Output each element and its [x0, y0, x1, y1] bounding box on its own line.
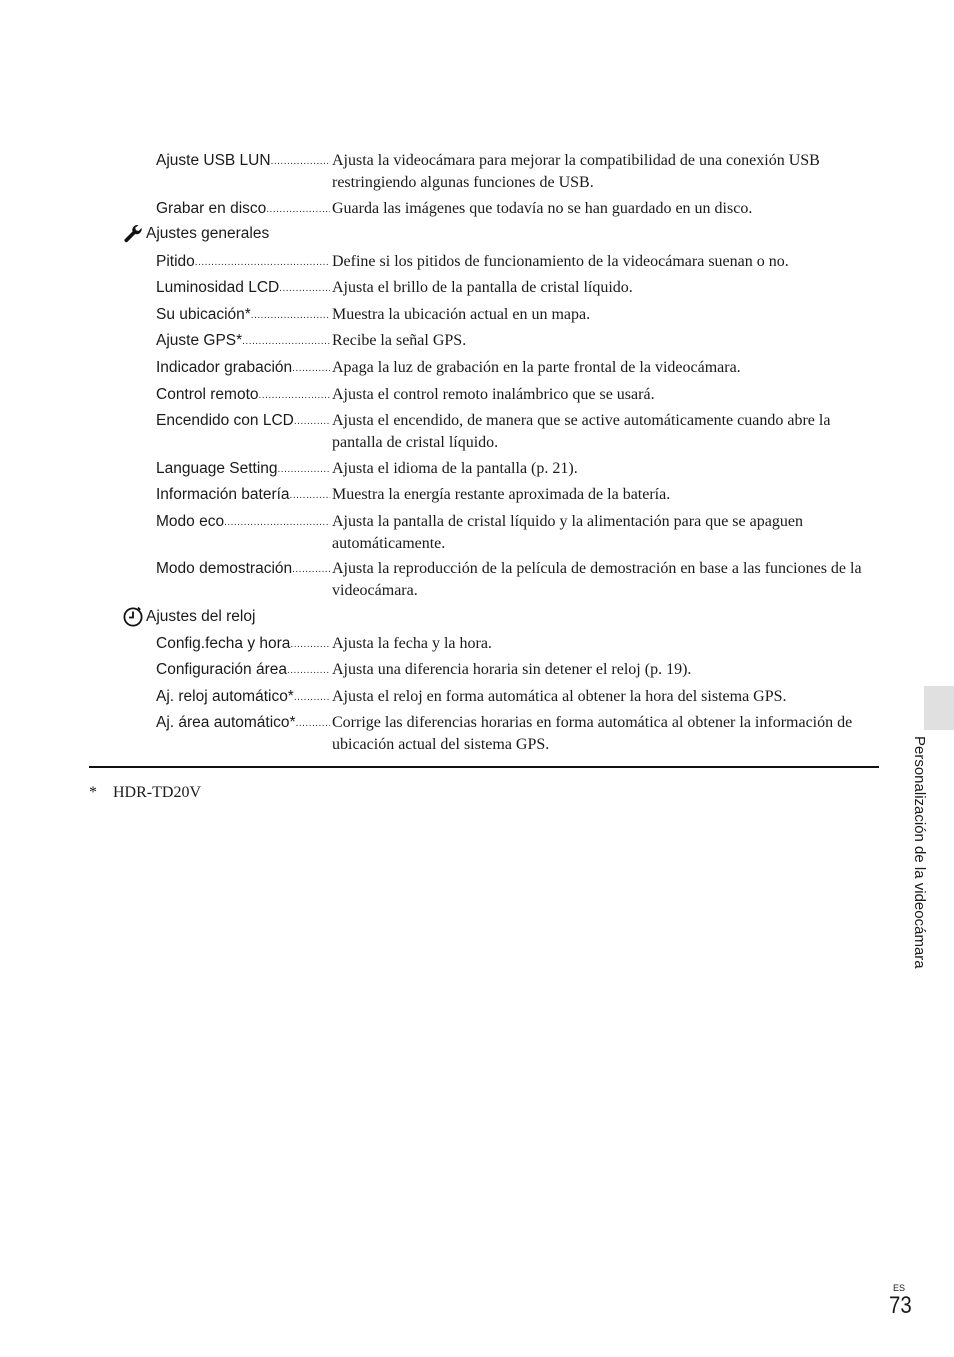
term-label: Aj. reloj automático* ..... — [156, 686, 330, 708]
section-heading-clock — [122, 606, 255, 628]
footnote-marker: * — [89, 784, 97, 801]
term-description: Ajusta el idioma de la pantalla (p. 21). — [332, 460, 578, 477]
chapter-label: Personalización de la videocámara — [911, 736, 928, 969]
term-description: Ajusta el control remoto inalámbrico que se usará. — [332, 386, 655, 403]
term-description: Ajusta la fecha y la hora. — [332, 635, 492, 652]
term-description: Ajusta la videocámara para mejorar la compatibilidad de una conexión USB restringiendo algunas funciones de USB. — [332, 152, 820, 191]
term-label: Aj. área automático* ..... — [156, 712, 330, 734]
section-label: Ajustes del reloj — [146, 608, 256, 625]
term-label: Config.fecha y hora ..... — [156, 633, 330, 655]
clock-icon — [122, 606, 146, 628]
footnote-text: HDR-TD20V — [113, 784, 201, 801]
term-description: Muestra la ubicación actual en un mapa. — [332, 306, 591, 323]
term-label: Indicador grabación ..... — [156, 357, 330, 379]
term-description: Ajusta la pantalla de cristal líquido y la alimentación para que se apaguen automáticamente. — [332, 513, 803, 552]
term-label: Información batería ..... — [156, 484, 330, 506]
term-description: Ajusta el brillo de la pantalla de cristal líquido. — [332, 279, 633, 296]
term-label: Pitido ..... — [156, 251, 330, 273]
term-description: Ajusta la reproducción de la película de demostración en base a las funciones de la videocámara. — [332, 560, 862, 599]
term-description: Define si los pitidos de funcionamiento de la videocámara suenan o no. — [332, 253, 789, 270]
footnote — [89, 784, 201, 802]
term-label: Modo demostración ..... — [156, 558, 330, 580]
term-label: Ajuste USB LUN ..... — [156, 150, 330, 172]
term-description: Apaga la luz de grabación en la parte frontal de la videocámara. — [332, 359, 741, 376]
term-description: Ajusta el encendido, de manera que se active automáticamente cuando abre la pantalla de cristal líquido. — [332, 412, 831, 451]
term-label: Encendido con LCD ..... — [156, 410, 330, 432]
term-description: Corrige las diferencias horarias en forma automática al obtener la información de ubicación actual del sistema GPS. — [332, 714, 853, 753]
language-code: ES — [893, 1283, 906, 1293]
term-label: Su ubicación* ..... — [156, 304, 330, 326]
page-number: 73 — [889, 1292, 912, 1319]
term-label: Ajuste GPS* ..... — [156, 330, 330, 352]
term-label: Configuración área ..... — [156, 659, 330, 681]
chapter-tab — [924, 686, 954, 730]
section-heading-general — [122, 223, 269, 245]
term-label: Grabar en disco ..... — [156, 198, 330, 220]
term-description: Guarda las imágenes que todavía no se han guardado en un disco. — [332, 200, 753, 217]
term-label: Luminosidad LCD ..... — [156, 277, 330, 299]
wrench-icon — [122, 223, 146, 245]
term-description: Ajusta el reloj en forma automática al obtener la hora del sistema GPS. — [332, 688, 787, 705]
section-divider — [89, 766, 879, 768]
term-label: Language Setting ..... — [156, 458, 330, 480]
term-description: Recibe la señal GPS. — [332, 332, 467, 349]
section-label: Ajustes generales — [146, 225, 270, 242]
term-label: Modo eco ..... — [156, 511, 330, 533]
term-label: Control remoto ..... — [156, 384, 330, 406]
term-description: Muestra la energía restante aproximada de la batería. — [332, 486, 671, 503]
term-description: Ajusta una diferencia horaria sin detener el reloj (p. 19). — [332, 661, 692, 678]
